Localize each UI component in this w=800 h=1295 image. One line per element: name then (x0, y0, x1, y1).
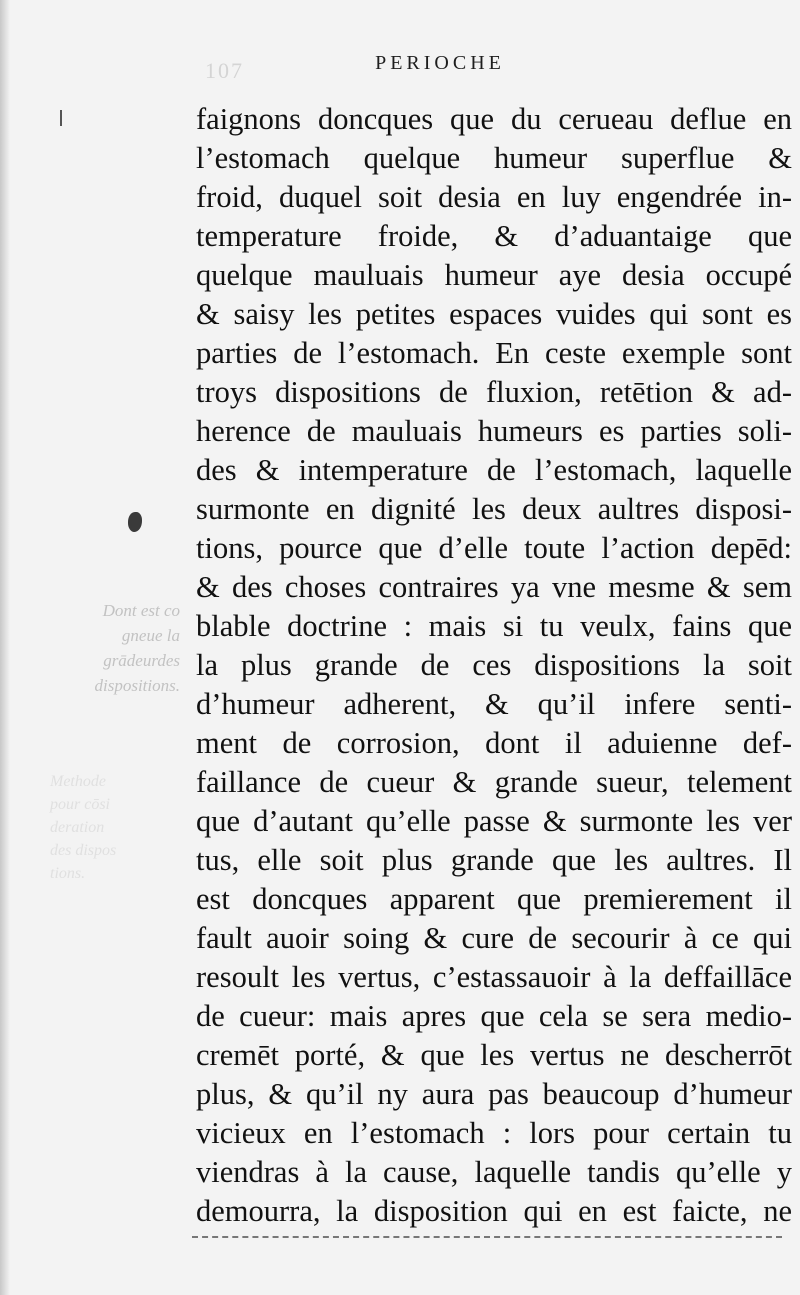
text-line: ment de corrosion, dont il aduienne def- (196, 726, 792, 760)
show-through-folio: 107 (205, 58, 244, 83)
text-line: de cueur: mais apres que cela se sera medio- (196, 999, 792, 1033)
text-line: quelque mauluais humeur aye desia occupé (196, 258, 792, 292)
text-line: viendras à la cause, laquelle tandis qu’elle y (196, 1155, 792, 1189)
text-line: tions, pource que d’elle toute l’action depēd: (196, 531, 792, 565)
ghost-note-line: pour cōsi (50, 796, 110, 813)
ghost-note-line: tions. (50, 865, 86, 882)
text-line: demourra, la disposition qui en est faicte, ne (196, 1194, 792, 1228)
text-line: cremēt porté, & que les vertus ne descherrōt (196, 1038, 792, 1072)
text-line: surmonte en dignité les deux aultres disposi- (196, 492, 792, 526)
margin-note-line: dispositions. (94, 676, 180, 695)
text-line: tus, elle soit plus grande que les aultres. Il (196, 843, 792, 877)
text-line: froid, duquel soit desia en luy engendrée in- (196, 180, 792, 214)
ghost-note-line: Methode (50, 773, 106, 790)
text-line: l’estomach quelque humeur superflue & (196, 141, 792, 175)
margin-mark (60, 110, 62, 126)
margin-note-line: Dont est co (102, 601, 180, 620)
body-text (196, 100, 792, 1231)
text-line: plus, & qu’il ny aura pas beaucoup d’humeur (196, 1077, 792, 1111)
text-line: herence de mauluais humeurs es parties soli- (196, 414, 792, 448)
margin-note-line: gneue la (121, 626, 180, 645)
text-line: troys dispositions de fluxion, retētion & ad- (196, 375, 792, 409)
ghost-note-line: des dispos (50, 842, 117, 859)
text-line: & saisy les petites espaces vuides qui sont es (196, 297, 792, 331)
margin-note-line: grādeurdes (103, 651, 180, 670)
running-head: PERIOCHE (375, 52, 505, 74)
show-through-marginal-note (50, 770, 185, 885)
gutter-shadow (0, 0, 10, 1295)
text-line: est doncques apparent que premierement il (196, 882, 792, 916)
ink-blot (128, 512, 142, 532)
marginal-note (40, 598, 180, 698)
text-line: la plus grande de ces dispositions la soit (196, 648, 792, 682)
text-line: blable doctrine : mais si tu veulx, fains que (196, 609, 792, 643)
text-line: fault auoir soing & cure de secourir à ce qui (196, 921, 792, 955)
text-line: resoult les vertus, c’estassauoir à la deffaillāce (196, 960, 792, 994)
text-line: parties de l’estomach. En ceste exemple sont (196, 336, 792, 370)
text-line: & des choses contraires ya vne mesme & sem (196, 570, 792, 604)
text-line: temperature froide, & d’aduantaige que (196, 219, 792, 253)
catchword-rule (192, 1236, 782, 1238)
text-line: faillance de cueur & grande sueur, telement (196, 765, 792, 799)
text-line: des & intemperature de l’estomach, laquelle (196, 453, 792, 487)
text-line: faignons doncques que du cerueau deflue en (196, 102, 792, 136)
text-line: que d’autant qu’elle passe & surmonte les ver (196, 804, 792, 838)
text-line: vicieux en l’estomach : lors pour certain tu (196, 1116, 792, 1150)
text-line: d’humeur adherent, & qu’il infere senti- (196, 687, 792, 721)
ghost-note-line: deration (50, 819, 105, 836)
